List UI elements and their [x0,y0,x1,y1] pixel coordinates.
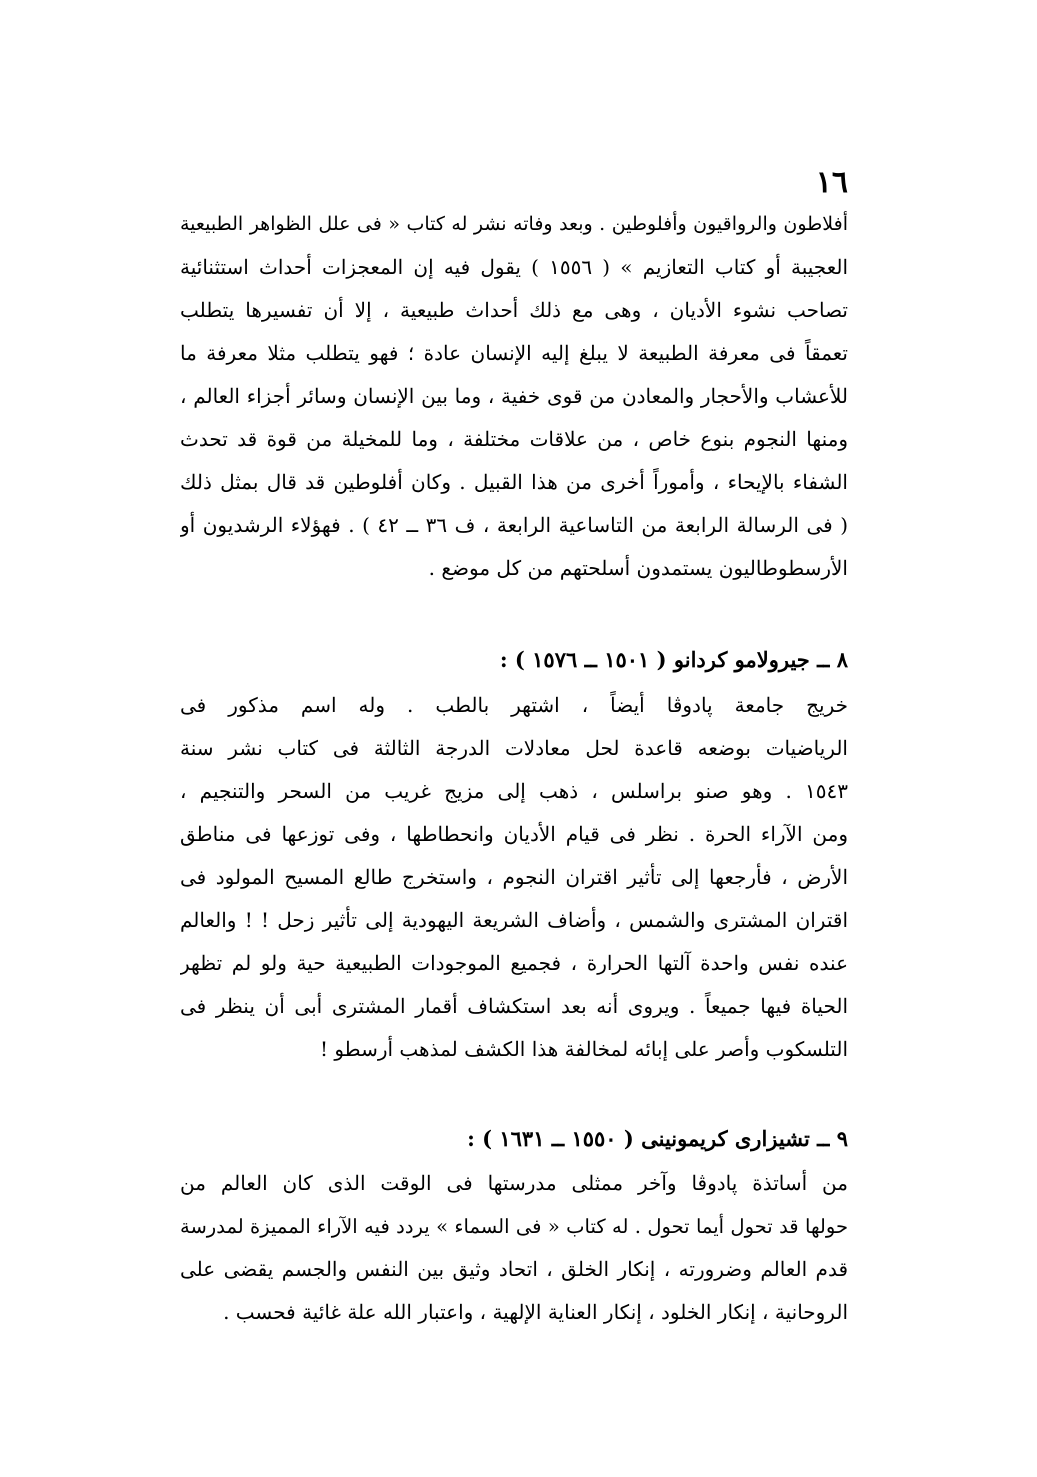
section-heading-cardano: ٨ ــ جيرولامو كردانو ( ١٥٠١ ــ ١٥٧٦ ) : [499,647,848,672]
text-line: التلسكوب وأصر على إبائه لمخالفة هذا الكشف لمذهب أرسطو ! [319,1037,848,1061]
text-line: الرياضيات بوضعه قاعدة لحل معادلات الدرجة الثالثة فى كتاب نشر سنة [180,736,848,760]
text-line: الشفاء بالإيحاء ، وأموراً أخرى من هذا القبيل . وكان أفلوطين قد قال بمثل ذلك [180,470,848,494]
text-line: أفلاطون والرواقيون وأفلوطين . وبعد وفاته نشر له كتاب « فى علل الظواهر الطبيعية [180,213,848,235]
page-number: ١٦ [815,165,848,200]
text-line: ١٥٤٣ . وهو صنو براسلس ، ذهب إلى مزيج غريب من السحر والتنجيم ، [180,779,848,803]
text-line: عنده نفس واحدة آلتها الحرارة ، فجميع الموجودات الطبيعية حية ولو لم تظهر [180,951,848,975]
text-line: الحياة فيها جميعاً . ويروى أنه بعد استكشاف أقمار المشترى أبى أن ينظر فى [180,994,848,1018]
text-line: من أساتذة پادوڤا وآخر ممثلى مدرستها فى الوقت الذى كان العالم من [180,1171,848,1195]
text-line: ( فى الرسالة الرابعة من التاساعية الرابعة ، ف ٣٦ ــ ٤٢ ) . فهؤلاء الرشديون أو [180,513,848,537]
paragraph-cardano [180,684,848,1071]
text-line: اقتران المشترى والشمس ، وأضاف الشريعة اليهودية إلى تأثير زحل ! ! والعالم [180,908,848,932]
text-line: الأرض ، فأرجعها إلى تأثير اقتران النجوم ، واستخرج طالع المسيح المولود فى [180,865,848,889]
text-line: الروحانية ، إنكار الخلود ، إنكار العناية الإلهية ، واعتبار الله علة غائية فحسب . [223,1300,848,1324]
text-line: ومن الآراء الحرة . نظر فى قيام الأديان وانحطاطها ، وفى توزعها فى مناطق [180,822,848,846]
text-line: تصاحب نشوء الأديان ، وهى مع ذلك أحداث طبيعية ، إلا أن تفسيرها يتطلب [180,298,848,322]
text-line: الأرسطوطاليون يستمدون أسلحتهم من كل موضع . [428,556,848,580]
text-line: العجيبة أو كتاب التعازيم » ( ١٥٥٦ ) يقول فيه إن المعجزات أحداث استثنائية [180,255,848,279]
text-line: قدم العالم وضرورته ، إنكار الخلق ، اتحاد وثيق بين النفس والجسم يقضى على [180,1257,848,1281]
text-line: للأعشاب والأحجار والمعادن من قوى خفية ، وما بين الإنسان وسائر أجزاء العالم ، [180,384,848,408]
paragraph-cremonini [180,1162,848,1334]
paragraph-continuation [180,203,848,590]
text-line: حولها قد تحول أيما تحول . له كتاب « فى السماء » يردد فيه الآراء المميزة لمدرسة [180,1215,848,1238]
text-line: خريج جامعة پادوڤا أيضاً ، اشتهر بالطب . وله اسم مذكور فى [180,693,848,717]
section-heading-cremonini: ٩ ــ تشيزارى كريمونينى ( ١٥٥٠ ــ ١٦٣١ ) : [467,1126,848,1151]
text-line: تعمقاً فى معرفة الطبيعة لا يبلغ إليه الإنسان عادة ؛ فهو يتطلب مثلا معرفة ما [180,341,848,365]
text-line: ومنها النجوم بنوع خاص ، من علاقات مختلفة ، وما للمخيلة من قوة قد تحدث [180,427,848,451]
